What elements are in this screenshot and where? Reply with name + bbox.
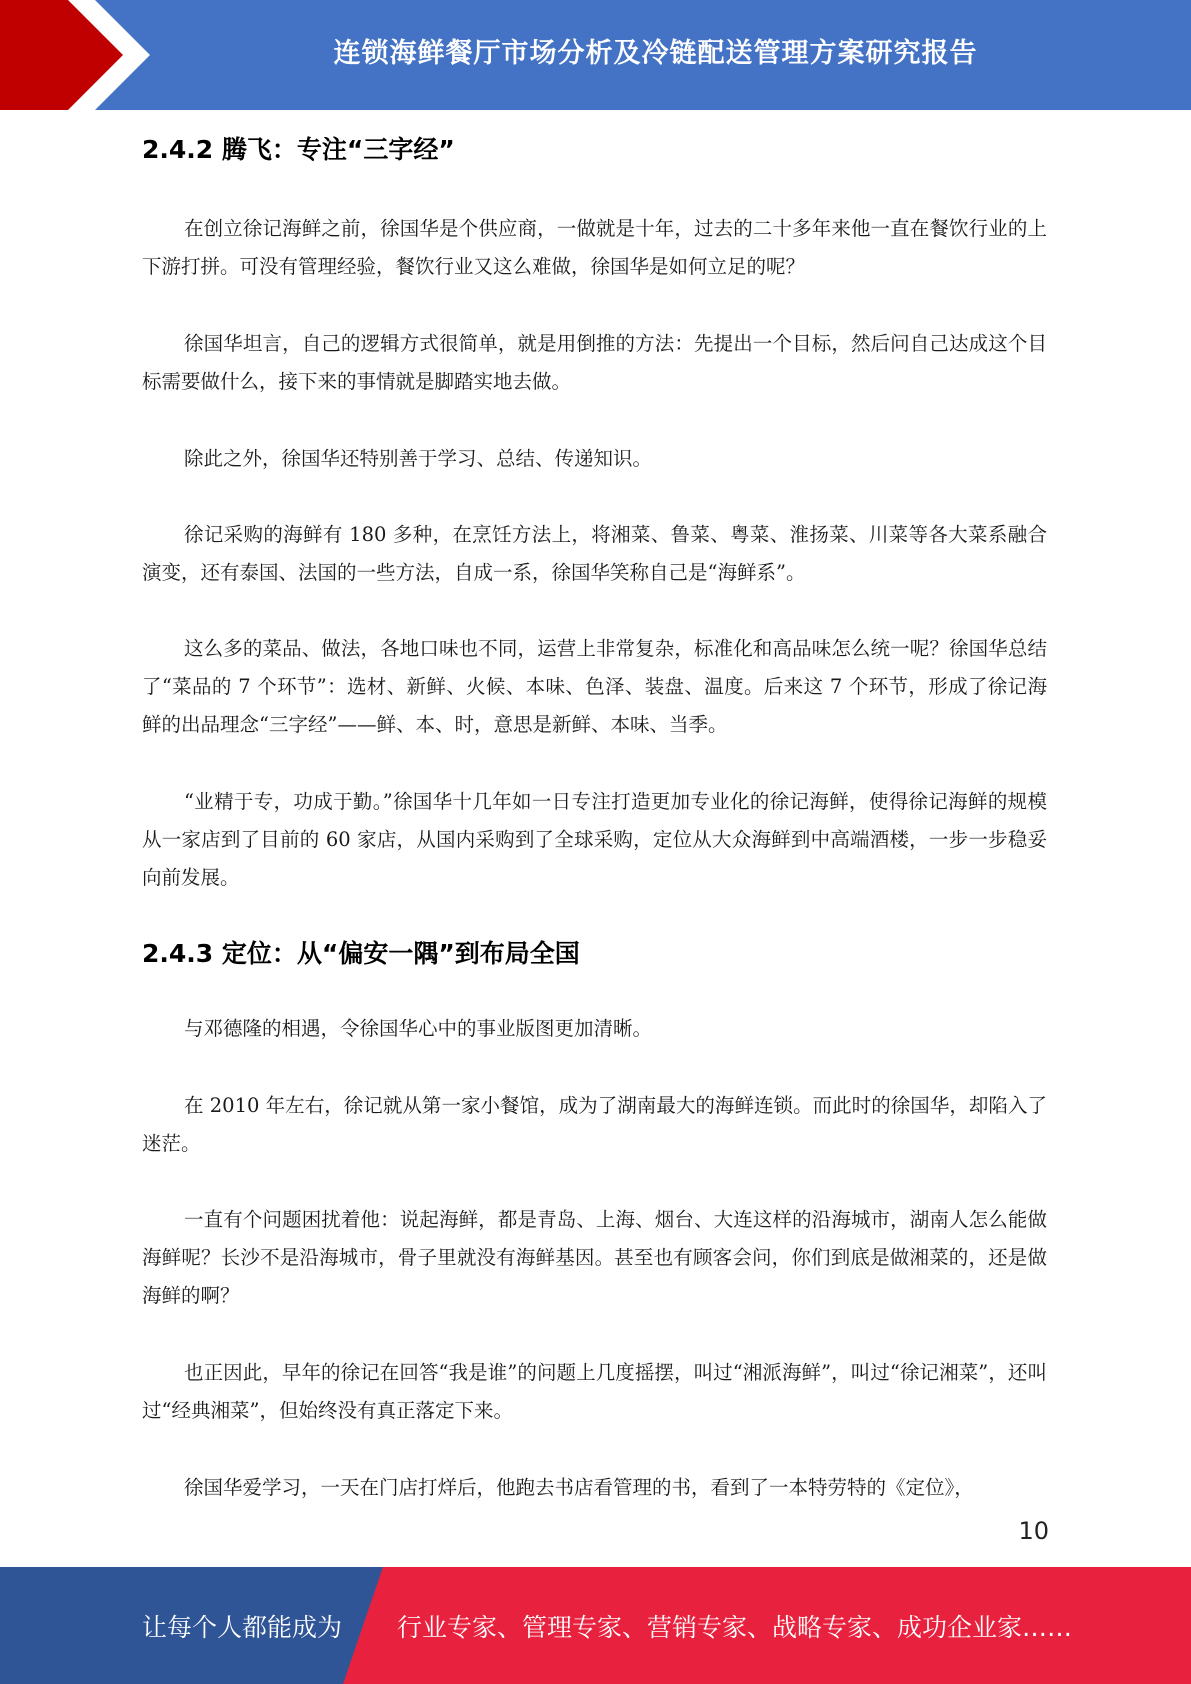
page-header — [0, 0, 1191, 110]
paragraph: “业精于专，功成于勤。”徐国华十几年如一日专注打造更加专业化的徐记海鲜，使得徐记海鲜的规模从一家店到了目前的 60 家店，从国内采购到了全球采购，定位从大众海鲜到中高端酒楼，一步一步稳妥向前发展。 — [142, 790, 1047, 889]
paragraph: 与邓德隆的相遇，令徐国华心中的事业版图更加清晰。 — [184, 1017, 653, 1040]
paragraph: 在创立徐记海鲜之前，徐国华是个供应商，一做就是十年，过去的二十多年来他一直在餐饮行业的上下游打拼。可没有管理经验，餐饮行业又这么难做，徐国华是如何立足的呢？ — [142, 217, 1047, 278]
footer-slogan-left: 让每个人都能成为 — [142, 1612, 343, 1642]
paragraph: 也正因此，早年的徐记在回答“我是谁”的问题上几度摇摆，叫过“湘派海鲜”，叫过“徐记湘菜”，还叫过“经典湘菜”，但始终没有真正落定下来。 — [142, 1361, 1047, 1422]
paragraph: 除此之外，徐国华还特别善于学习、总结、传递知识。 — [184, 447, 653, 470]
paragraph: 一直有个问题困扰着他：说起海鲜，都是青岛、上海、烟台、大连这样的沿海城市，湖南人怎么能做海鲜呢？长沙不是沿海城市，骨子里就没有海鲜基因。甚至也有顾客会问，你们到底是做湘菜的，还是做海鲜的啊？ — [142, 1208, 1047, 1307]
report-title: 连锁海鲜餐厅市场分析及冷链配送管理方案研究报告 — [333, 37, 978, 69]
paragraph: 徐国华坦言，自己的逻辑方式很简单，就是用倒推的方法：先提出一个目标，然后问自己达成这个目标需要做什么，接下来的事情就是脚踏实地去做。 — [142, 332, 1047, 393]
page-footer — [0, 1567, 1191, 1684]
paragraph: 这么多的菜品、做法，各地口味也不同，运营上非常复杂，标准化和高品味怎么统一呢？徐国华总结了“菜品的 7 个环节”：选材、新鲜、火候、本味、色泽、装盘、温度。后来这 7 个环节，形成了徐记海鲜的出品理念“三字经”——鲜、本、时，意思是新鲜、本味、当季。 — [142, 637, 1047, 736]
paragraph: 在 2010 年左右，徐记就从第一家小餐馆，成为了湖南最大的海鲜连锁。而此时的徐国华，却陷入了迷茫。 — [142, 1094, 1047, 1155]
section-heading: 2.4.2 腾飞：专注“三字经” — [142, 135, 455, 164]
paragraph: 徐记采购的海鲜有 180 多种，在烹饪方法上，将湘菜、鲁菜、粤菜、淮扬菜、川菜等各大菜系融合演变，还有泰国、法国的一些方法，自成一系，徐国华笑称自己是“海鲜系”。 — [142, 523, 1047, 584]
page-number: 10 — [1018, 1517, 1049, 1545]
header-arrow-icon — [0, 0, 160, 110]
section-heading: 2.4.3 定位：从“偏安一隅”到布局全国 — [142, 939, 580, 968]
paragraph: 徐国华爱学习，一天在门店打烊后，他跑去书店看管理的书，看到了一本特劳特的《定位》， — [184, 1476, 974, 1499]
footer-slogan-right: 行业专家、管理专家、营销专家、战略专家、成功企业家…… — [397, 1612, 1073, 1642]
